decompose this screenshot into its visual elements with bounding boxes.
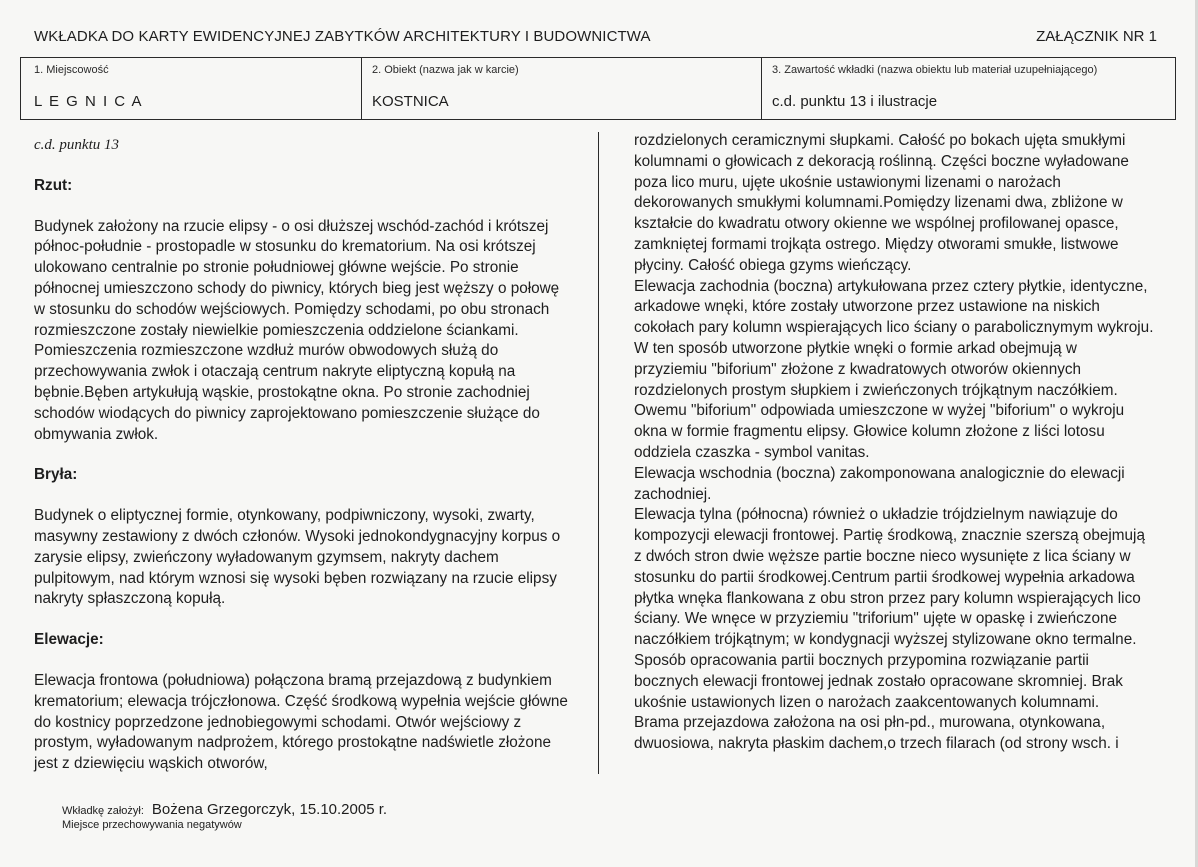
table-right-edge — [1175, 57, 1176, 119]
left-column — [34, 135, 574, 795]
table-bottom-rule — [20, 119, 1176, 120]
massing-text: Budynek o eliptycznej formie, otynkowany, podpiwniczony, wysoki, zwarty, masywny zestawiony z dwóch członów. Wysoki jednokondygnacyjny korpus o zarysie elipsy, zwieńczony wyładowanym gzymsem, nakryty dachem pulpitowym, nad którym wznosi się wysoki bęben rozwiązany na rzucie elipsy nakryty spłaszczoną kopułą. — [34, 507, 561, 608]
author-label: Wkładkę założył: — [62, 805, 144, 817]
elevations-text: Elewacja frontowa (południowa) połączona bramą przejazdową z budynkiem krematorium; elewacja trójczłonowa. Część środkową wypełnia wejście główne do kostnicy poprzedzone jednobiegowymi schodami. Otwór wejściowy z prostym, wyładowanym nadprożem, którego prostokątne nadświetle złożone jest z dziewięciu wąskich otworów, — [34, 671, 568, 773]
table-left-edge — [20, 57, 21, 119]
front-elevation-continued: rozdzielonych ceramicznymi słupkami. Całość po bokach ujęta smukłymi kolumnami o głowicach z dekoracją roślinną. Części boczne wyładowane poza lico muru, ujęte ukośnie ustawionymi lizenami o narożach dekorowanych smukłymi kolumnami.Pomiędzy lizenami dwa, zbliżone w kształcie do kwadratu otwory okienne we wspólnej profilowanej opasce, zamkniętej formami trojkąta ostrego. Między otworami smukłe, listwowe płyciny. Całość obiega gzyms wieńczący. — [634, 132, 1129, 274]
object-label: 2. Obiekt (nazwa jak w karcie) — [372, 64, 519, 76]
elevations-heading: Elewacje: — [34, 631, 104, 649]
sheet-title: WKŁADKA DO KARTY EWIDENCYJNEJ ZABYTKÓW ARCHITEKTURY I BUDOWNICTWA — [34, 28, 651, 45]
massing-heading: Bryła: — [34, 466, 78, 484]
author-line — [62, 801, 387, 818]
author-value: Bożena Grzegorczyk, 15.10.2005 r. — [151, 801, 388, 818]
west-elevation-text: Elewacja zachodnia (boczna) artykułowana przez cztery płytkie, identyczne, arkadowe wnęki, które zostały utworzone przez ustawione na niskich cokołach pary kolumn wspierających lico ściany o parabolicznymym wykroju. W ten sposób utworzone płytkie wnęki o formie arkad obejmują w przyziemiu "biforium" złożone z kwadratowych otworów okiennych rozdzielonych prostym słupkiem i zwieńczonych trójkątnym naczółkiem. Owemu "biforium" odpowiada umieszczone w wyżej "biforium" o wykroju okna w formie fragmentu elipsy. Głowice kolumn złożone z liści lotosu oddziela czaszka - symbol vanitas. — [634, 277, 1154, 461]
insert-content-label: 3. Zawartość wkładki (nazwa obiektu lub materiał uzupełniającego) — [772, 64, 1098, 76]
column-divider-2 — [761, 57, 762, 119]
column-divider-1 — [361, 57, 362, 119]
locality-value: L E G N I C A — [34, 93, 143, 110]
continuation-note: c.d. punktu 13 — [34, 137, 119, 153]
text-column-divider — [598, 132, 599, 774]
negatives-location-label: Miejsce przechowywania negatywów — [62, 819, 242, 831]
table-top-rule — [20, 57, 1176, 58]
annex-number: ZAŁĄCZNIK NR 1 — [1036, 28, 1157, 45]
object-value: KOSTNICA — [372, 93, 449, 110]
insert-content-value: c.d. punktu 13 i ilustracje — [772, 93, 938, 110]
plan-heading: Rzut: — [34, 176, 73, 194]
plan-text: Budynek założony na rzucie elipsy - o osi dłuższej wschód-zachód i krótszej północ-południe - prostopadle w stosunku do krematorium. Na osi krótszej ulokowano centralnie po stronie południowej główne wejście. Po stronie północnej umieszczono schody do piwnicy, których bieg jest węższy o połowę w stosunku do schodów wejściowych. Pomiędzy schodami, po obu stronach rozmieszczone zostały niewielkie pomieszczenia oddzielone ściankami. Pomieszczenia rozmieszczone wzdłuż murów obwodowych służą do przechowywania zwłok i otaczają centrum nakryte eliptyczną kopułą na bębnie.Bęben artykułują wąskie, prostokątne okna. Po stronie zachodniej schodów wiodących do piwnicy zaprojektowano pomieszczenie służące do obmywania zwłok. — [34, 217, 560, 443]
gateway-text: Brama przejazdowa założona na osi płn-pd., murowana, otynkowana, dwuosiowa, nakryta płaskim dachem,o trzech filarach (od strony wsch. i — [634, 714, 1119, 753]
east-elevation-text: Elewacja wschodnia (boczna) zakomponowana analogicznie do elewacji zachodniej. — [634, 464, 1125, 503]
rear-elevation-text: Elewacja tylna (północna) również o układzie trójdzielnym nawiązuje do kompozycji elewacji frontowej. Partię środkową, znacznie szerszą obejmują z dwóch stron dwie węższe partie boczne nieco wysunięte z lica ściany w stosunku do partii środkowej.Centrum partii środkowej wypełnia arkadowa płytka wnęka flankowana z obu stron przez pary kolumn wspierających lico ściany. We wnęce w przyziemiu "triforium" ujęte w opaskę i zwieńczone naczółkiem trójkątnym; w kondygnacji wyższej stylizowane okno termalne. Sposób opracowania partii bocznych przypomina rozwiązanie partii bocznych elewacji frontowej jednak zostało opracowane skromniej. Brak ukośnie ustawionych lizen o narożach zaakcentowanych kolumnami. — [634, 506, 1145, 711]
locality-label: 1. Miejscowość — [34, 64, 109, 76]
right-column — [634, 131, 1154, 755]
